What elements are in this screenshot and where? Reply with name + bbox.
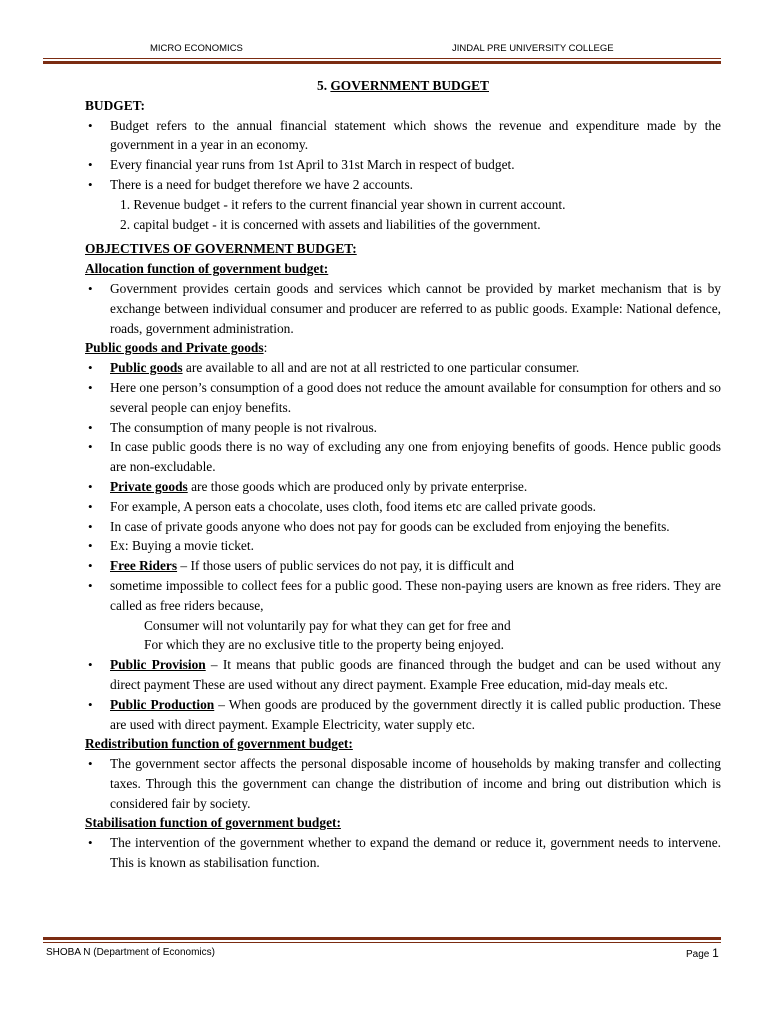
- list-item: • Public Provision – It means that public goods are financed through the budget and can be used without any direct payment These are used without any direct payment. Example Free education, mid-day meals etc.: [88, 657, 721, 692]
- budget-heading: BUDGET:: [85, 97, 146, 113]
- list-item: • Budget refers to the annual financial statement which shows the revenue and expenditure made by the government in a year in an economy.: [88, 117, 721, 153]
- free-rider-reason: For which they are no exclusive title to the property being enjoyed.: [144, 637, 504, 653]
- stabilisation-heading: Stabilisation function of government budget:: [85, 815, 341, 831]
- list-item: • Ex: Buying a movie ticket.: [88, 538, 254, 554]
- list-item: • Free Riders – If those users of public services do not pay, it is difficult and: [88, 558, 514, 574]
- list-item: • The government sector affects the personal disposable income of households by making transfer and collecting taxes. Through this the government can change the distribution of income and bring out distribution which is considered fair by society.: [88, 756, 721, 811]
- footer-rule-thin: [43, 942, 721, 943]
- allocation-heading: Allocation function of government budget:: [85, 261, 329, 277]
- list-item: • Every financial year runs from 1st April to 31st March in respect of budget.: [88, 157, 515, 173]
- list-item: • Here one person’s consumption of a good does not reduce the amount available for consumption for others and so several people can enjoy benefits.: [88, 379, 721, 415]
- list-item: • Public goods are available to all and are not at all restricted to one particular consumer.: [88, 360, 580, 376]
- list-item: • Private goods are those goods which are produced only by private enterprise.: [88, 478, 528, 494]
- list-item: • In case of private goods anyone who does not pay for goods can be excluded from enjoying the benefits.: [88, 518, 670, 534]
- document-body: [85, 76, 721, 873]
- header-rule-thick: [43, 61, 721, 64]
- header-subject: MICRO ECONOMICS: [150, 43, 243, 54]
- list-item: • sometime impossible to collect fees for a public good. These non-paying users are known as free riders. They are called as free riders because,: [88, 577, 721, 613]
- footer-author: SHOBA N (Department of Economics): [46, 947, 215, 958]
- redistribution-heading: Redistribution function of government budget:: [85, 736, 353, 752]
- account-item: 1. Revenue budget - it refers to the current financial year shown in current account.: [120, 196, 566, 212]
- page-number: Page 1: [686, 946, 719, 960]
- header-college: JINDAL PRE UNIVERSITY COLLEGE: [452, 43, 614, 54]
- list-item: • The intervention of the government whether to expand the demand or reduce it, government needs to intervene. This is known as stabilisation function.: [88, 835, 721, 871]
- objectives-heading: OBJECTIVES OF GOVERNMENT BUDGET:: [85, 241, 357, 257]
- free-rider-reason: Consumer will not voluntarily pay for what they can get for free and: [144, 617, 511, 633]
- list-item: • In case public goods there is no way of excluding any one from enjoying benefits of goods. Hence public goods are non-excludable.: [88, 439, 721, 475]
- account-item: 2. capital budget - it is concerned with assets and liabilities of the government.: [120, 216, 541, 232]
- header-rule-thin: [43, 58, 721, 59]
- page-header: [0, 43, 768, 57]
- footer-rule-thick: [43, 937, 721, 940]
- page-title: 5. GOVERNMENT BUDGET: [317, 78, 489, 93]
- list-item: • Public Production – When goods are produced by the government directly it is called public production. These are used with direct payment. Example Electricity, water supply etc.: [88, 696, 722, 732]
- list-item: • For example, A person eats a chocolate, uses cloth, food items etc are called private goods.: [88, 498, 596, 514]
- list-item: • The consumption of many people is not rivalrous.: [88, 419, 378, 435]
- list-item: • Government provides certain goods and services which cannot be provided by market mechanism that is by exchange between individual consumer and producer are referred to as public goods. Example: National defence, roads, government administration.: [88, 280, 721, 336]
- public-private-heading: Public goods and Private goods:: [85, 340, 268, 356]
- list-item: • There is a need for budget therefore we have 2 accounts.: [88, 176, 414, 192]
